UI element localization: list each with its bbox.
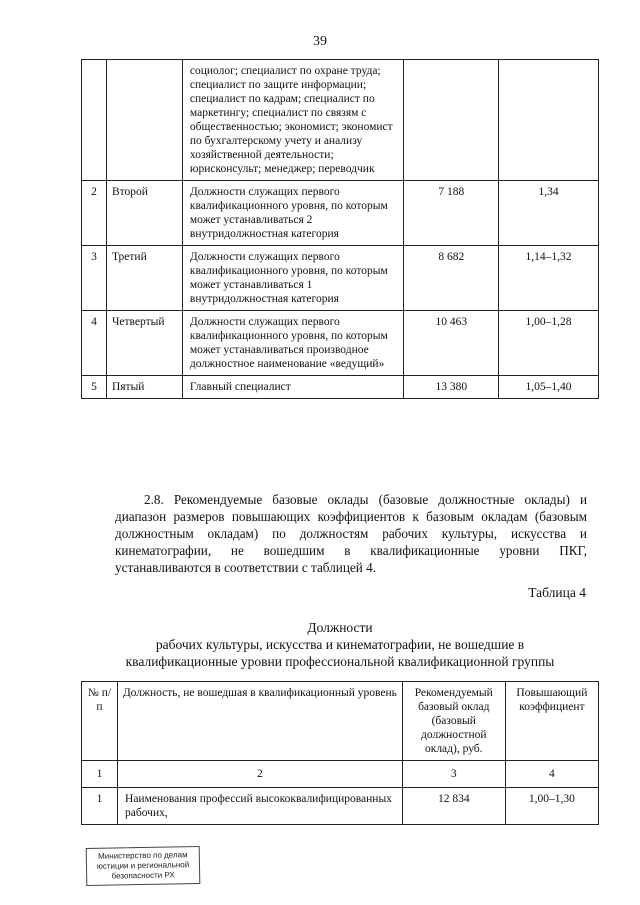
base-salary <box>404 60 499 181</box>
position-list: Должности служащих первого квалификационного уровня, по которым может устанавливаться 1 внутридолжностная категория <box>182 246 404 311</box>
header-salary: Рекомендуемый базовый оклад (базовый должностной оклад), руб. <box>402 682 505 761</box>
row-number: 1 <box>82 788 118 825</box>
table-4-caption: Таблица 4 <box>528 585 586 600</box>
row-number <box>82 60 107 181</box>
paragraph-rest: диапазон размеров повышающих коэффициентов к базовым окладам (базовым должностным окладам) по должностям рабочих культуры, искусства и кинематографии, не вошедшим в квалификационные уровни ПКГ, устанавливаются в соответствии с таблицей 4. <box>115 509 587 575</box>
page-number: 39 <box>313 34 327 49</box>
position-list: Должности служащих первого квалификационного уровня, по которым может устанавливаться 2 внутридолжностная категория <box>182 181 404 246</box>
qualification-level <box>106 60 182 181</box>
qualification-level: Третий <box>106 246 182 311</box>
column-number: 1 <box>82 761 118 788</box>
coefficient: 1,34 <box>499 181 599 246</box>
row-number: 2 <box>82 181 107 246</box>
coefficient: 1,14–1,32 <box>499 246 599 311</box>
stamp-line: юстиции и региональной <box>96 860 190 871</box>
position-list: Главный специалист <box>182 376 404 399</box>
base-salary: 7 188 <box>404 181 499 246</box>
base-salary: 8 682 <box>404 246 499 311</box>
table-header-row <box>82 682 599 761</box>
position-name: Наименования профессий высококвалифицированных рабочих, <box>118 788 403 825</box>
row-number: 4 <box>82 311 107 376</box>
position-list: Должности служащих первого квалификационного уровня, по которым может устанавливаться производное должностное наименование «ведущий» <box>182 311 404 376</box>
column-number: 3 <box>402 761 505 788</box>
table-4-title <box>80 619 600 670</box>
paragraph-2-8 <box>115 491 587 576</box>
qualification-level: Пятый <box>106 376 182 399</box>
table-3-continuation <box>81 59 599 399</box>
coefficient <box>499 60 599 181</box>
base-salary: 13 380 <box>404 376 499 399</box>
position-list: социолог; специалист по охране труда; специалист по защите информации; специалист по кадрам; специалист по маркетингу; специалист по связям с общественностью; экономист; экономист по бухгалтерскому учету и анализу хозяйственной деятельности; юрисконсульт; менеджер; переводчик <box>182 60 404 181</box>
base-salary: 10 463 <box>404 311 499 376</box>
paragraph-first-line: 2.8. Рекомендуемые базовые оклады (базовые должностные оклады) и <box>144 492 587 507</box>
row-number: 5 <box>82 376 107 399</box>
coefficient: 1,00–1,30 <box>505 788 598 825</box>
qualification-level: Четвертый <box>106 311 182 376</box>
row-number: 3 <box>82 246 107 311</box>
table-4-title-line: Должности <box>307 620 373 635</box>
table-row <box>82 60 599 181</box>
coefficient: 1,00–1,28 <box>499 311 599 376</box>
qualification-level: Второй <box>106 181 182 246</box>
table-row <box>82 311 599 376</box>
table-row <box>82 376 599 399</box>
column-number: 2 <box>118 761 403 788</box>
ministry-stamp <box>86 846 201 886</box>
table-4-title-line: рабочих культуры, искусства и кинематографии, не вошедшие в <box>155 637 525 652</box>
table-row <box>82 246 599 311</box>
column-number-row <box>82 761 599 788</box>
table-4 <box>81 681 599 825</box>
column-number: 4 <box>505 761 598 788</box>
table-row <box>82 788 599 825</box>
header-coefficient: Повышающий коэффициент <box>505 682 598 761</box>
table-row <box>82 181 599 246</box>
stamp-line: безопасности РХ <box>111 870 175 881</box>
header-number: № п/п <box>82 682 118 761</box>
coefficient: 1,05–1,40 <box>499 376 599 399</box>
base-salary: 12 834 <box>402 788 505 825</box>
header-position: Должность, не вошедшая в квалификационный уровень <box>118 682 403 761</box>
stamp-line: Министерство по делам <box>98 850 188 861</box>
table-4-title-line: квалификационные уровни профессиональной квалификационной группы <box>125 654 555 669</box>
